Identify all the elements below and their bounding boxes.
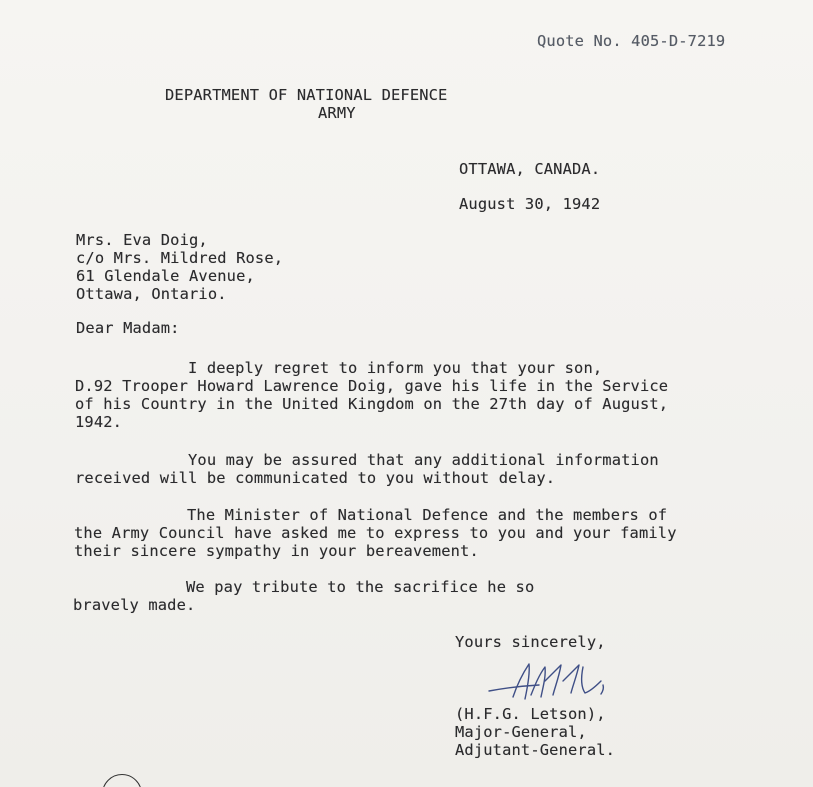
recipient-address: Mrs. Eva Doig, c/o Mrs. Mildred Rose, 61 Glendale Avenue, Ottawa, Ontario. <box>76 231 284 303</box>
letterhead-department: DEPARTMENT OF NATIONAL DEFENCE <box>165 86 448 104</box>
letterhead-branch: ARMY <box>318 104 356 122</box>
letter-place: OTTAWA, CANADA. <box>459 160 601 178</box>
closing: Yours sincerely, <box>455 633 606 651</box>
body-paragraph-3: The Minister of National Defence and the members of the Army Council have asked me to express to you and your family their sincere sympathy in your bereavement. <box>74 506 677 560</box>
body-paragraph-1: I deeply regret to inform you that your son, D.92 Trooper Howard Lawrence Doig, gave his life in the Service of his Country in the United Kingdom on the 27th day of August, 1942. <box>75 359 669 431</box>
quote-number: Quote No. 405-D-7219 <box>537 32 726 50</box>
handwritten-signature <box>483 655 613 707</box>
body-paragraph-4: We pay tribute to the sacrifice he so bravely made. <box>73 578 535 614</box>
salutation: Dear Madam: <box>76 319 180 337</box>
body-paragraph-2: You may be assured that any additional information received will be communicated to you without delay. <box>75 451 659 487</box>
circle-mark <box>102 774 142 787</box>
letter-date: August 30, 1942 <box>459 195 601 213</box>
signature-block: (H.F.G. Letson), Major-General, Adjutant-General. <box>455 705 616 759</box>
